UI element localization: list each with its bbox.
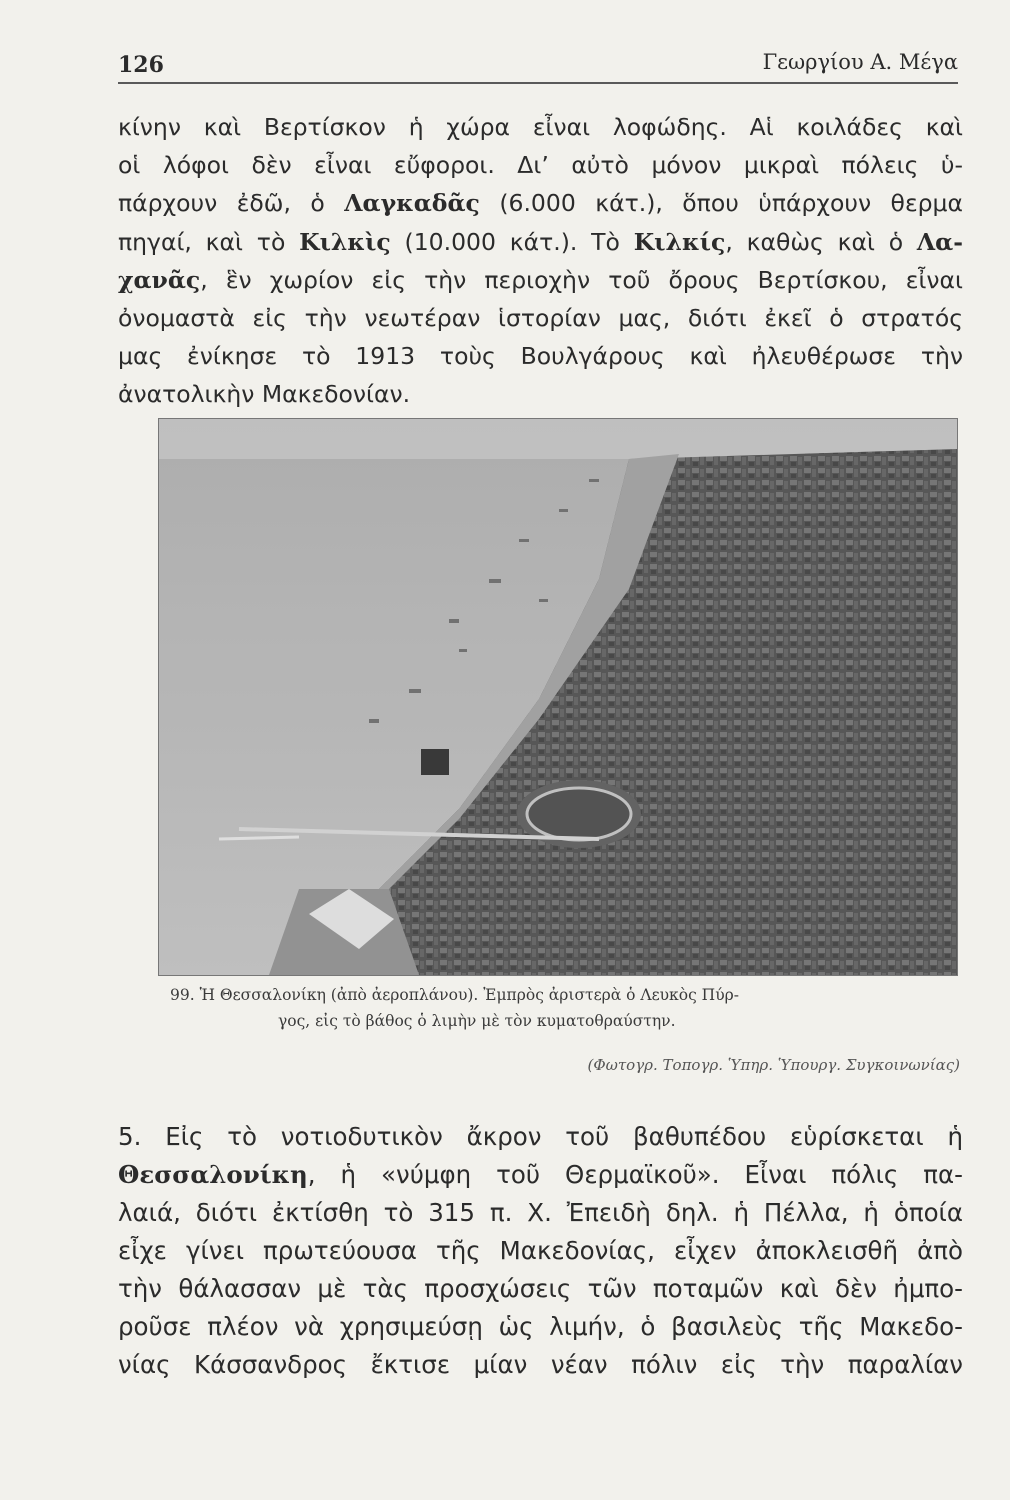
caption-line: γος, εἰς τὸ βάθος ὁ λιμὴν μὲ τὸν κυματοθραύστην. [278, 1012, 676, 1030]
text-line: ἀνατολικὴν Μακεδονίαν. [118, 380, 411, 409]
text-line: νίας Κάσσανδρος ἔκτισε μίαν νέαν πόλιν εἰς τὴν παραλίαν [118, 1350, 963, 1379]
header-rule [118, 82, 958, 84]
text-line: τὴν θάλασσαν μὲ τὰς προσχώσεις τῶν ποταμῶν καὶ δὲν ἠμπο- [118, 1274, 963, 1303]
text-line: ὀνομαστὰ εἰς τὴν νεωτέραν ἱστορίαν μας, διότι ἐκεῖ ὁ στρατός [118, 304, 963, 333]
text-line: μας ἐνίκησε τὸ 1913 τοὺς Βουλγάρους καὶ ἠλευθέρωσε τὴν [118, 342, 963, 371]
page-number: 126 [118, 52, 164, 78]
place-name: χανᾶς [118, 265, 201, 294]
place-name: Κιλκίς [633, 227, 726, 256]
paragraph-2 [118, 1118, 963, 1384]
text-line: χανᾶς, ἓν χωρίον εἰς τὴν περιοχὴν τοῦ ὄρους Βερτίσκου, εἶναι [118, 265, 963, 294]
paragraph-1 [118, 108, 963, 414]
caption-line: 99. Ἡ Θεσσαλονίκη (ἀπὸ ἀεροπλάνου). Ἐμπρὸς ἀριστερὰ ὁ Λευκὸς Πύρ- [170, 986, 739, 1004]
aerial-photo-thessaloniki [158, 418, 958, 976]
photo-credit: (Φωτογρ. Τοπογρ. Ὑπηρ. Ὑπουργ. Συγκοινωνίας) [587, 1056, 960, 1074]
text-line: πηγαί, καὶ τὸ Κιλκὶς (10.000 κάτ.). Τὸ Κιλκίς, καθὼς καὶ ὁ Λα- [118, 227, 963, 256]
running-header [118, 44, 958, 84]
text-line: εἶχε γίνει πρωτεύουσα τῆς Μακεδονίας, εἶχεν ἀποκλεισθῆ ἀπὸ [118, 1236, 963, 1265]
text-line: πάρχουν ἐδῶ, ὁ Λαγκαδᾶς (6.000 κάτ.), ὅπου ὑπάρχουν θερμα [118, 189, 964, 218]
place-name: Κιλκὶς [299, 227, 391, 256]
place-name: Θεσσαλονίκη [118, 1160, 308, 1189]
place-name: Λαγκαδᾶς [344, 189, 480, 218]
aerial-photo-drawing [159, 419, 957, 975]
text-line: κίνην καὶ Βερτίσκον ἡ χώρα εἶναι λοφώδης. Αἱ κοιλάδες καὶ [118, 113, 963, 141]
figure-caption [170, 982, 960, 1034]
text-line: ροῦσε πλέον νὰ χρησιμεύσῃ ὡς λιμήν, ὁ βασιλεὺς τῆς Μακεδο- [118, 1312, 963, 1341]
running-title: Γεωργίου Α. Μέγα [762, 50, 958, 74]
place-name: Λα- [916, 227, 963, 256]
text-line: οἱ λόφοι δὲν εἶναι εὔφοροι. Δι’ αὐτὸ μόνον μικραὶ πόλεις ὑ- [118, 151, 963, 180]
text-line: Θεσσαλονίκη, ἡ «νύμφη τοῦ Θερμαϊκοῦ». Εἶναι πόλις πα- [118, 1160, 963, 1189]
text-line: λαιά, διότι ἐκτίσθη τὸ 315 π. Χ. Ἐπειδὴ δηλ. ἡ Πέλλα, ἡ ὁποία [118, 1198, 963, 1227]
text-line: 5. Εἰς τὸ νοτιοδυτικὸν ἄκρον τοῦ βαθυπέδου εὑρίσκεται ἡ [118, 1122, 963, 1151]
